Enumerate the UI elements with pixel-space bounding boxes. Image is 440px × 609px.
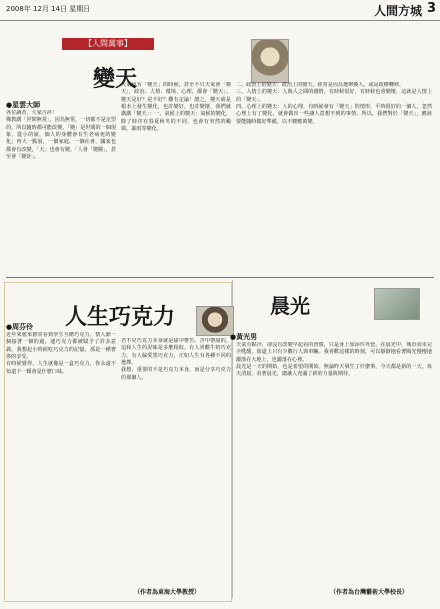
publication-name: 人間方城 — [373, 4, 422, 18]
article-body-column: 近年來愈來愈常看到學生互贈巧克力，情人節一個接著一個的過，連巧克力都被賦予了許多意義。我想起小時候吃巧克力的記憶，那是一種奢侈的享受。 有時候覺得，人生就像是一盒巧克力，你永遠不知道下一顆會是什麼口味。 — [6, 332, 116, 375]
article-body-column: 天氣有點冷，卻沒有改變早起看的習慣，只是身上加添件外套。在晨光中，城市尚未完全甦醒，街道上只有少數行人與車輛。我喜歡這樣的時刻，可以靜靜地看著陽光慢慢地灑落在大地上，也灑落在心裡。 晨光是一天的開始，也是希望的開始。無論昨天發生了什麼事，今天都是新的一天。每天清晨，看著晨光，總讓人充滿了新的力量與期待。 — [236, 342, 432, 378]
article-title-morning-light: 晨光 — [270, 294, 310, 318]
article-title-chocolate: 人生巧克力 — [64, 304, 175, 330]
article-photo — [374, 288, 420, 320]
page-header — [0, 0, 440, 21]
article-author: ●星雲大師 — [6, 101, 41, 109]
section-divider — [6, 277, 434, 278]
article-body-column: 君不見巧克力本身就是甜中帶苦、苦中帶甜的，這和人生的況味是多麼相似。有人喜歡牛奶巧克力，有人偏愛黑巧克力，正如人生有各種不同的選擇。 我想，重要的不是巧克力本身，而是分享巧克力的那個人。 — [121, 338, 231, 381]
author-photo — [196, 306, 234, 336]
article-body-column: 各位讀者，大家吉祥！ 佛教講「世間無常」，因為無常，一切都不是定型的，所以隨時都可能改變。「變」是世間的一個現象，從小的說，個人的身體會有生老病死的變化；再大一點說，一個家庭、一個社會、國家也都會有改變，「天」也會有變。「人會「變臉」，甚至會「變卦」。 — [6, 110, 116, 161]
article-body-column: 天氣也有「變天」的時候，甚至不只天氣會「變天」，政治、人情、環境、心理，都會「變天」。變天是好？是不好？難有定論！總之，變天就是根本上發生變化，也許變好，也許變壞，我們就講講「變天」：一、氣候上的變天：氣候的變化，除了時序有春夏秋冬的不同，也會有突然的颱風、暴雨等變化。 — [121, 82, 231, 133]
section-label: 【人間萬事】 — [62, 38, 154, 50]
article-author: ●周芬伶 — [6, 323, 34, 331]
author-photo — [251, 39, 289, 83]
author-credit: （作者為東海大學教授） — [134, 589, 201, 596]
article-body-column: 二、政治上的變天：政治上的變天，經常是因為選舉換人，或是政權轉移。 三、人情上的變天：人與人之間的感情，有時候很好，有時候也會變壞，這就是人情上的「變天」。 四、心理上的變天：人的心理，有時候會有「變天」的情形，平時很好的一個人，忽然心理上有了變化，就會做出一些讓人意想不到的事情。所以，我們對於「變天」，應該要能隨時做好準備，以不變應萬變。 — [236, 82, 432, 125]
article-author: ●黃光男 — [230, 333, 258, 341]
page-number: 3 — [426, 1, 436, 16]
article-title-change: 變天 — [92, 66, 137, 92]
author-credit: （作者為台灣藝術大學校長） — [330, 589, 409, 596]
issue-date: 2008年 12月 14日 星期日 — [6, 5, 91, 13]
